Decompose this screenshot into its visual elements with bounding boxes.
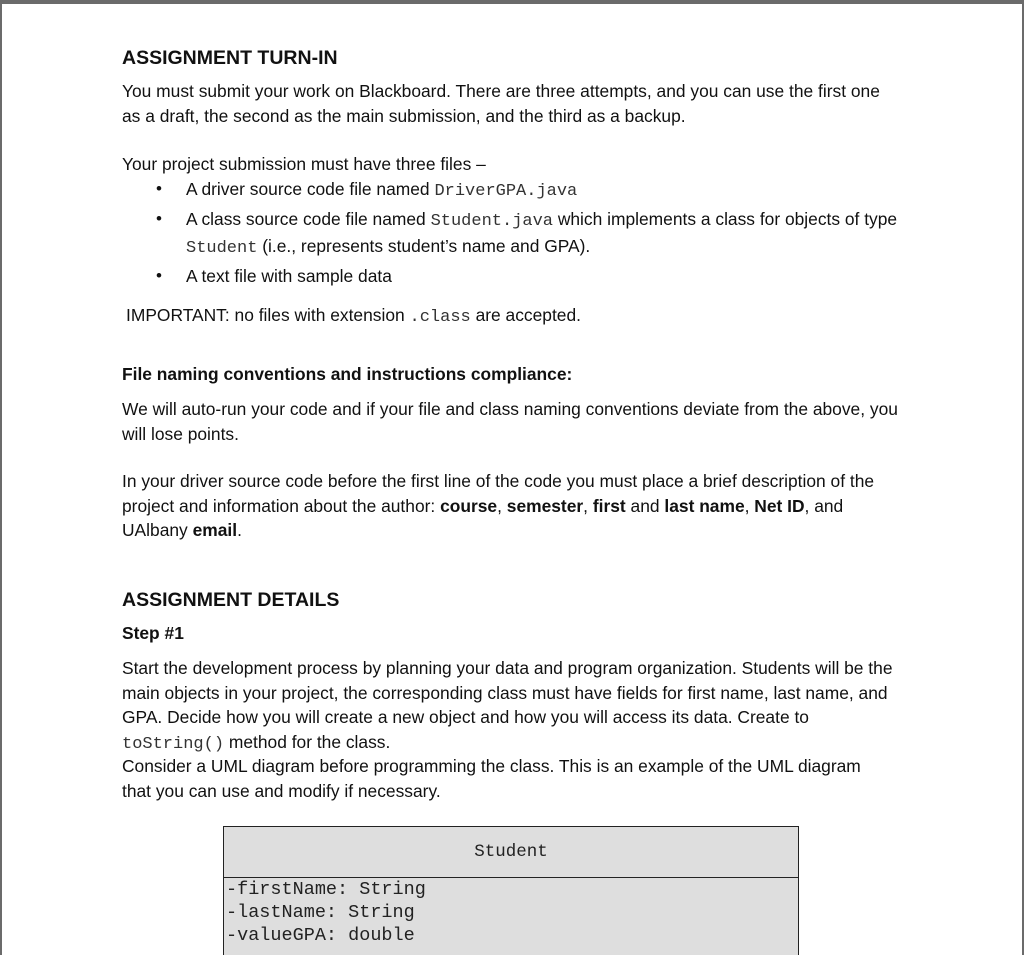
important-code: .class [409, 308, 471, 327]
separator: , [497, 495, 507, 516]
separator: . [237, 520, 242, 540]
tostring-code: toString() [122, 734, 225, 754]
naming-para1: We will auto-run your code and if your file and class naming conventions deviate from the above, you will lose points. [122, 399, 898, 444]
file2-code2: Student [186, 239, 258, 258]
uml-class-name: Student [224, 827, 798, 878]
details-para-prefix: Start the development process by planning your data and program organization. Students will be the main objects in your project, the corresponding class must have fields for first name, last name, and GPA. Decide how you will create a new object and how you will access its data. Create to [122, 658, 893, 727]
file3-text: A text file with sample data [186, 265, 392, 286]
list-item [122, 207, 902, 262]
details-para [122, 656, 902, 757]
step-heading: Step #1 [122, 623, 184, 643]
list-item [122, 264, 902, 289]
file-list [122, 177, 902, 288]
naming-heading: File naming conventions and instructions compliance: [122, 364, 573, 384]
separator: and [625, 495, 665, 516]
important-prefix: IMPORTANT: no files with extension [126, 305, 410, 325]
files-intro: Your project submission must have three files – [122, 154, 486, 174]
list-item [122, 177, 902, 205]
last-name-term: last name [664, 495, 745, 516]
email-term: email [192, 520, 238, 540]
bullet-icon: • [156, 265, 162, 285]
separator: , [583, 495, 593, 516]
separator: , [744, 495, 755, 516]
file2-suffix: (i.e., represents student’s name and GPA). [257, 236, 591, 256]
bullet-icon: • [156, 179, 162, 198]
turnin-heading: ASSIGNMENT TURN-IN [122, 47, 338, 69]
bullet-icon: • [156, 208, 162, 228]
uml-intro-line2: that you can use and modify if necessary. [122, 780, 441, 801]
semester-term: semester [506, 495, 584, 516]
file2-code: Student.java [430, 211, 553, 231]
file2-mid: which implements a class for objects of type [553, 208, 898, 229]
uml-intro [122, 754, 902, 803]
details-heading: ASSIGNMENT DETAILS [122, 589, 340, 611]
separator: , and UAlbany [122, 495, 844, 540]
file1-code: DriverGPA.java [434, 182, 578, 201]
first-term: first [592, 495, 626, 516]
naming-para2-prefix: In your driver source code before the first line of the code you must place a brief description of the project and information about the author: [122, 471, 875, 516]
file2-prefix: A class source code file named [186, 208, 431, 229]
uml-fields [224, 878, 798, 947]
details-para-suffix: method for the class. [224, 731, 391, 752]
uml-field: -firstName: String [226, 879, 426, 900]
net-id-term: Net ID [754, 495, 805, 516]
naming-para2 [122, 469, 902, 543]
uml-field: -valueGPA: double [226, 925, 415, 946]
uml-intro-line1: Consider a UML diagram before programming the class. This is an example of the UML diagram [122, 756, 861, 776]
turnin-intro: You must submit your work on Blackboard. There are three attempts, and you can use the first one as a draft, the second as the main submission, and the third as a backup. [122, 81, 880, 126]
uml-field: -lastName: String [226, 902, 415, 923]
file1-prefix: A driver source code file named [186, 179, 435, 199]
uml-diagram [223, 826, 799, 955]
important-suffix: are accepted. [470, 305, 581, 325]
important-note [126, 303, 906, 331]
course-term: course [440, 495, 498, 516]
